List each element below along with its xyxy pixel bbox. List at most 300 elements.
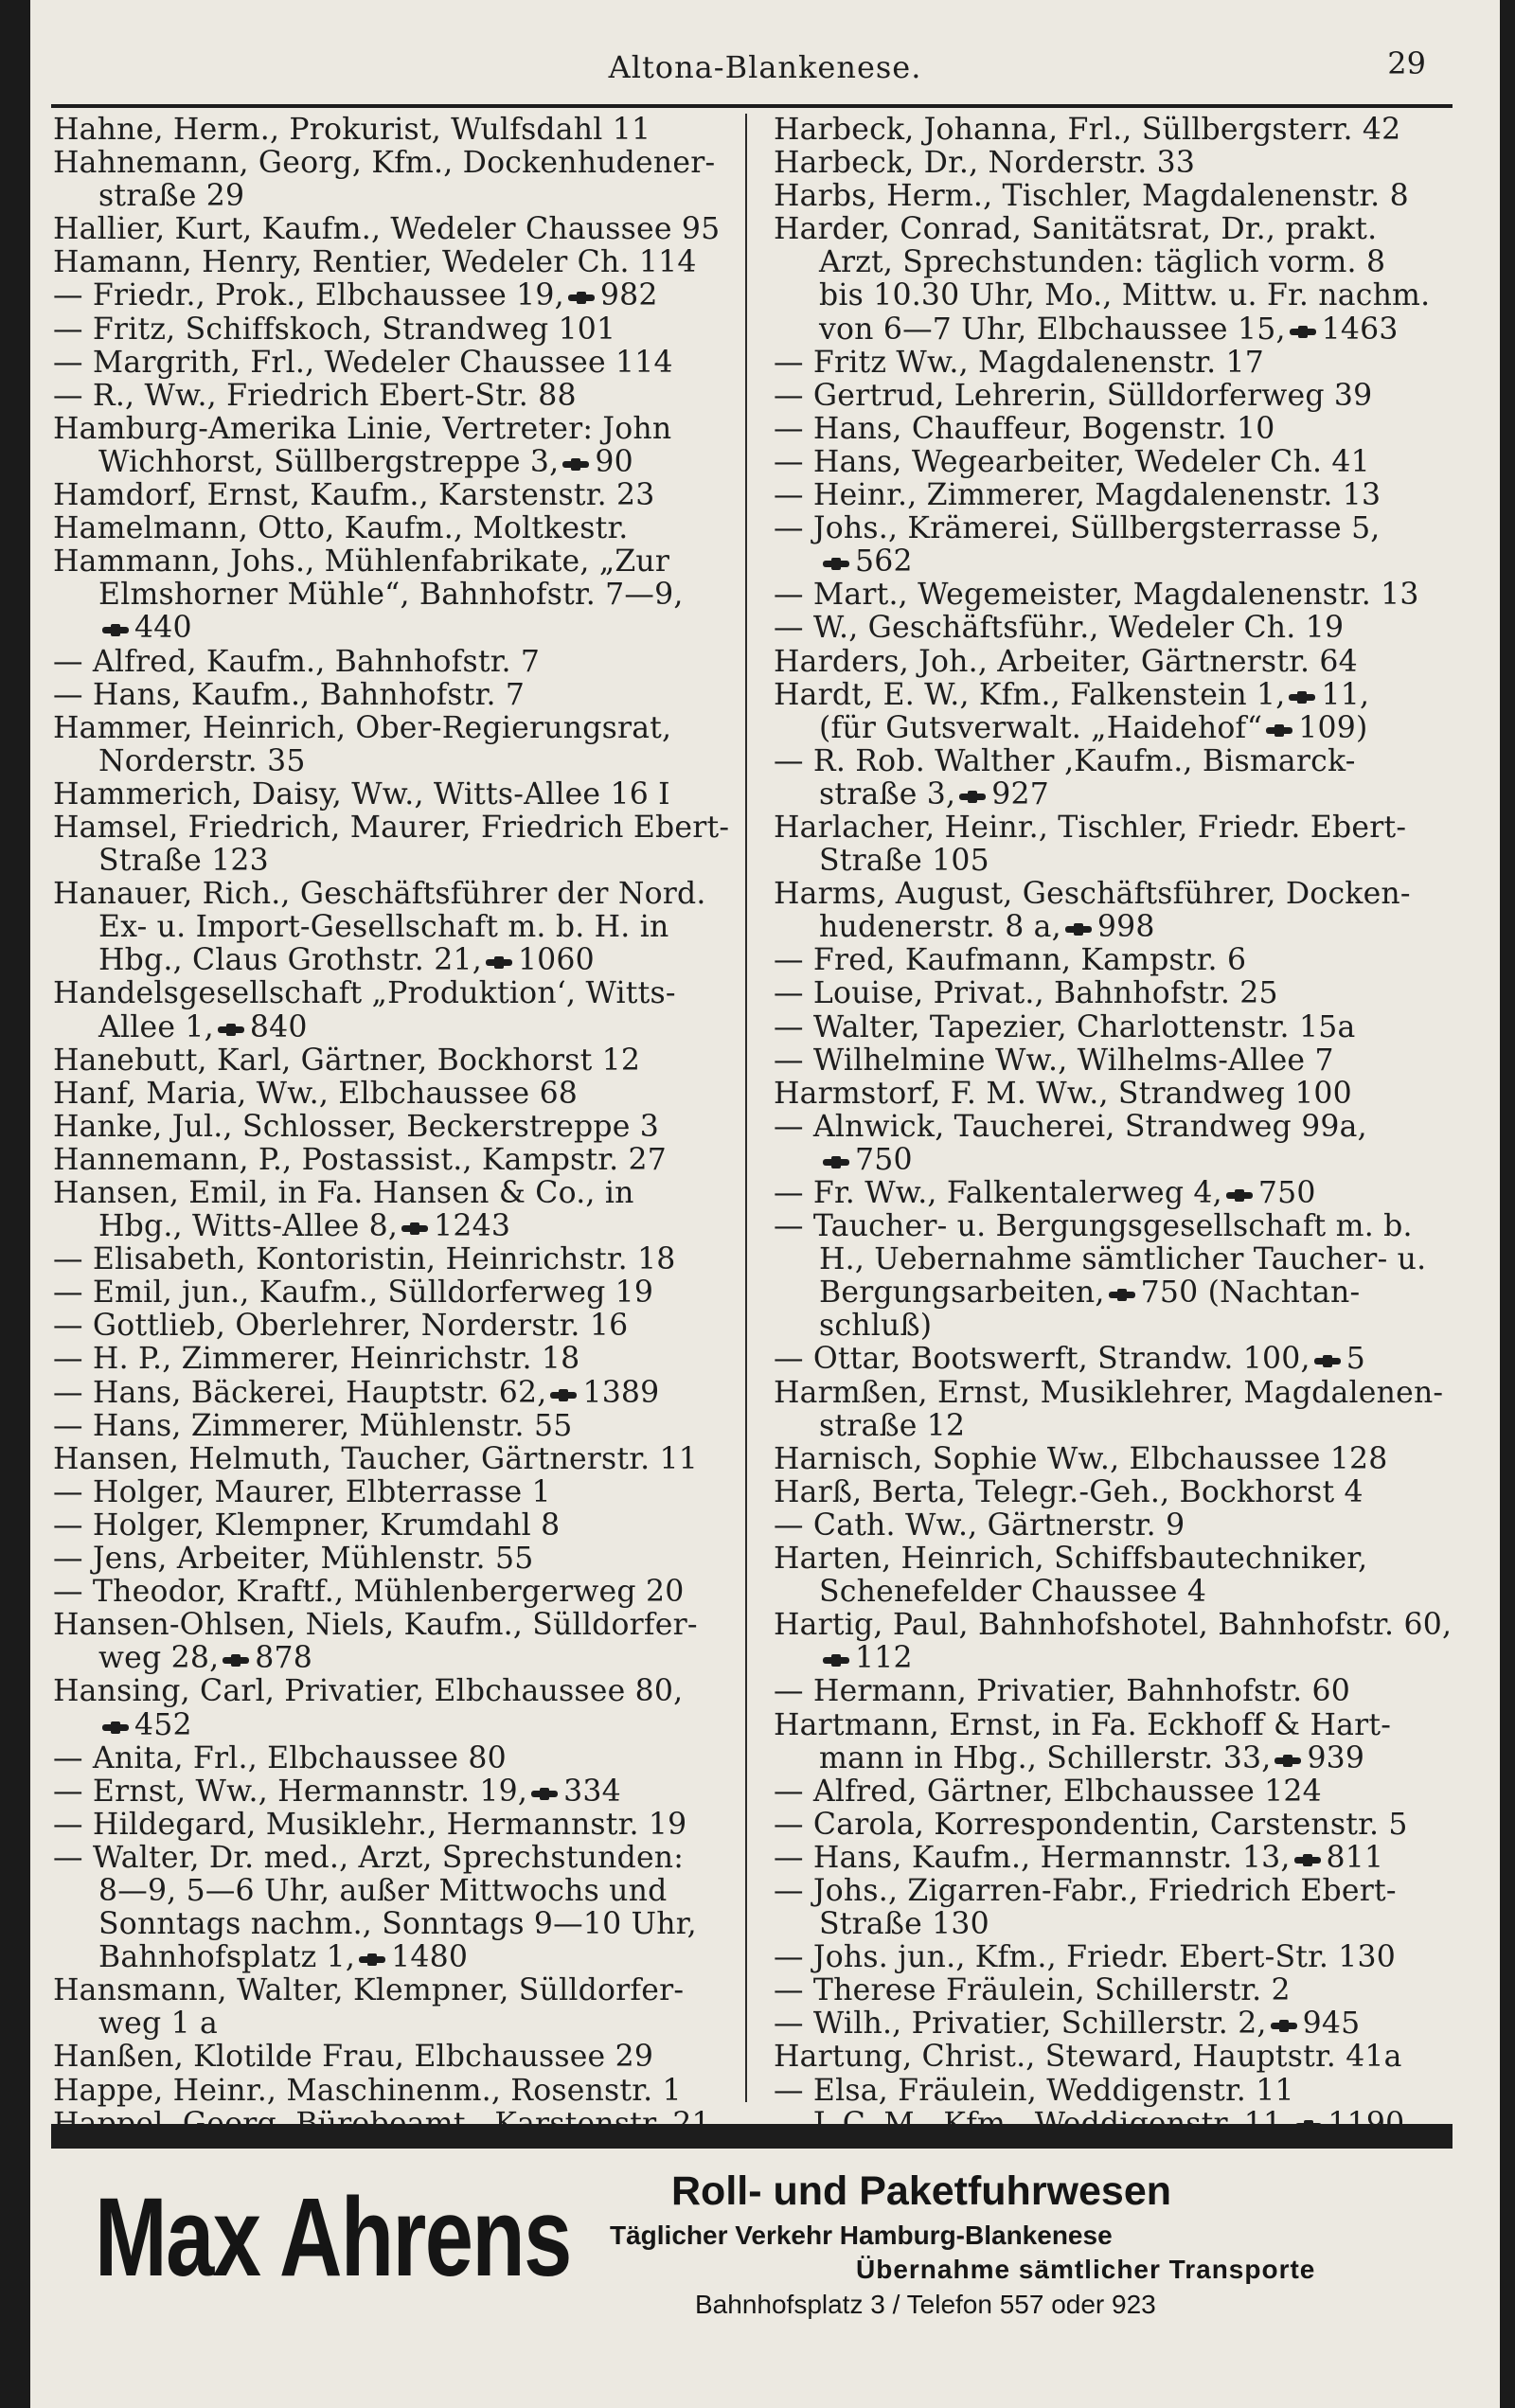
entry-text: Hamburg-Amerika Linie, Vertreter: John: [53, 411, 672, 446]
entry-text: — R. Rob. Walther ‚Kaufm., Bismarck-: [774, 743, 1356, 778]
directory-line: [774, 712, 1455, 745]
directory-line: [53, 1476, 735, 1509]
telephone-icon: [1266, 724, 1292, 737]
telephone-icon: [562, 458, 589, 471]
telephone-icon: [401, 1222, 428, 1235]
directory-line: [774, 1343, 1455, 1376]
directory-line: [774, 1908, 1455, 1941]
entry-text: Hardt, E. W., Kfm., Falkenstein 1,: [774, 677, 1286, 712]
directory-line: [53, 679, 735, 712]
directory-line: [774, 1443, 1455, 1476]
directory-line: [774, 911, 1455, 944]
entry-text: — Emil, jun., Kaufm., Sülldorferweg 19: [53, 1275, 654, 1311]
entry-text: Hansen, Helmuth, Taucher, Gärtnerstr. 11: [53, 1441, 698, 1476]
directory-line: [53, 812, 735, 845]
phone-number: 5: [1346, 1342, 1365, 1377]
phone-number: 109): [1298, 710, 1368, 745]
directory-line: [53, 1609, 735, 1642]
entry-text: Schenefelder Chaussee 4: [819, 1575, 1207, 1610]
entry-text: — Hans, Chauffeur, Bogenstr. 10: [774, 411, 1275, 446]
entry-text: — Hans, Bäckerei, Hauptstr. 62,: [53, 1375, 547, 1410]
telephone-icon: [1271, 2020, 1297, 2032]
directory-line: [774, 2007, 1455, 2041]
entry-text: Hanke, Jul., Schlosser, Beckerstreppe 3: [53, 1109, 660, 1144]
phone-number: 112: [855, 1641, 913, 1676]
directory-line: [774, 1576, 1455, 1609]
entry-text: Hartung, Christ., Steward, Hauptstr. 41a: [774, 2040, 1402, 2075]
telephone-icon: [1274, 1755, 1301, 1767]
entry-text: — Fr. Ww., Falkentalerweg 4,: [774, 1176, 1222, 1210]
directory-line: [53, 944, 735, 977]
directory-line: [53, 1875, 735, 1908]
directory-line: [53, 1642, 735, 1675]
entry-text: Bahnhofsplatz 1,: [98, 1940, 356, 1975]
directory-line: [53, 246, 735, 279]
directory-line: [53, 1842, 735, 1875]
directory-line: [774, 213, 1455, 246]
directory-line: [53, 313, 735, 347]
directory-line: [53, 1941, 735, 1974]
entry-text: — Fritz Ww., Magdalenenstr. 17: [774, 345, 1265, 380]
entry-text: Hamelmann, Otto, Kaufm., Moltkestr.: [53, 511, 629, 546]
entry-text: — Hans, Zimmerer, Mühlenstr. 55: [53, 1408, 573, 1443]
directory-line: [774, 1210, 1455, 1243]
directory-line: [53, 545, 735, 579]
page-number: 29: [1387, 45, 1426, 81]
directory-line: [53, 977, 735, 1010]
entry-text: Harten, Heinrich, Schiffsbautechniker,: [774, 1542, 1368, 1577]
directory-line: [53, 114, 735, 147]
entry-text: Harß, Berta, Telegr.-Geh., Bockhorst 4: [774, 1474, 1364, 1509]
directory-line: [53, 2075, 735, 2108]
entry-text: — Walter, Tapezier, Charlottenstr. 15a: [774, 1009, 1356, 1044]
entry-text: H., Uebernahme sämtlicher Taucher- u.: [819, 1242, 1427, 1277]
directory-line: [774, 1276, 1455, 1310]
entry-text: Hallier, Kurt, Kaufm., Wedeler Chaussee 95: [53, 212, 721, 247]
entry-text: — Anita, Frl., Elbchaussee 80: [53, 1740, 507, 1775]
directory-line: [774, 479, 1455, 512]
header-rule: [51, 104, 1453, 108]
entry-text: Ex- u. Import-Gesellschaft m. b. H. in: [98, 910, 669, 945]
entry-text: Hansen-Ohlsen, Niels, Kaufm., Sülldorfer-: [53, 1608, 698, 1643]
entry-text: Harnisch, Sophie Ww., Elbchaussee 128: [774, 1441, 1388, 1476]
entry-text: — Heinr., Zimmerer, Magdalenenstr. 13: [774, 478, 1381, 513]
directory-line: [774, 679, 1455, 712]
directory-line: [774, 512, 1455, 545]
directory-line: [774, 745, 1455, 778]
entry-text: Straße 130: [819, 1907, 989, 1942]
directory-line: [53, 1576, 735, 1609]
directory-line: [53, 1809, 735, 1842]
directory-line: [53, 1410, 735, 1443]
directory-line: [774, 347, 1455, 380]
entry-text: — Hans, Kaufm., Hermannstr. 13,: [774, 1840, 1291, 1875]
directory-line: [774, 1742, 1455, 1775]
entry-text: straße 12: [819, 1408, 966, 1443]
entry-text: Hammann, Johs., Mühlenfabrikate, „Zur: [53, 544, 670, 580]
telephone-icon: [486, 956, 512, 969]
directory-line: [53, 213, 735, 246]
directory-line: [774, 977, 1455, 1010]
directory-line: [53, 745, 735, 778]
directory-line: [53, 778, 735, 812]
directory-line: [53, 1210, 735, 1243]
directory-line: [53, 1709, 735, 1742]
advertisement-headline: Roll- und Paketfuhrwesen: [671, 2168, 1172, 2214]
right-column: [774, 114, 1455, 2141]
directory-line: [53, 1509, 735, 1543]
directory-line: [774, 1974, 1455, 2007]
entry-text: — Gertrud, Lehrerin, Sülldorferweg 39: [774, 378, 1373, 413]
directory-line: [53, 1011, 735, 1044]
entry-text: straße 3,: [819, 776, 956, 812]
directory-line: [774, 147, 1455, 180]
directory-line: [774, 1675, 1455, 1708]
directory-line: [774, 114, 1455, 147]
entry-text: — Holger, Maurer, Elbterrasse 1: [53, 1474, 551, 1509]
directory-line: [774, 1875, 1455, 1908]
entry-text: — Fritz, Schiffskoch, Strandweg 101: [53, 312, 616, 347]
directory-line: [53, 446, 735, 479]
entry-text: Hahnemann, Georg, Kfm., Dockenhudener-: [53, 146, 716, 181]
entry-text: — Cath. Ww., Gärtnerstr. 9: [774, 1507, 1185, 1543]
phone-number: 982: [599, 278, 658, 313]
telephone-icon: [223, 1654, 249, 1667]
directory-line: [774, 878, 1455, 911]
entry-text: Harbeck, Dr., Norderstr. 33: [774, 146, 1196, 181]
entry-text: — Elsa, Fräulein, Weddigenstr. 11: [774, 2073, 1294, 2108]
entry-text: Hbg., Witts-Allee 8,: [98, 1209, 399, 1244]
telephone-icon: [1226, 1189, 1253, 1202]
phone-number: 927: [991, 776, 1049, 812]
phone-number: 1243: [434, 1209, 511, 1244]
entry-text: Hammerich, Daisy, Ww., Witts-Allee 16 I: [53, 776, 670, 812]
directory-line: [774, 1044, 1455, 1078]
entry-text: weg 28,: [98, 1641, 220, 1676]
entry-text: Hansmann, Walter, Klempner, Sülldorfer-: [53, 1973, 685, 2008]
entry-text: — Hans, Kaufm., Bahnhofstr. 7: [53, 677, 526, 712]
directory-line: [774, 845, 1455, 878]
entry-text: — Hans, Wegearbeiter, Wedeler Ch. 41: [774, 444, 1370, 479]
entry-text: schluß): [819, 1309, 933, 1344]
directory-line: [774, 1011, 1455, 1044]
phone-number: 440: [134, 611, 192, 646]
directory-line: [53, 1276, 735, 1310]
entry-text: — Taucher- u. Bergungsgesellschaft m. b.: [774, 1209, 1413, 1244]
directory-line: [53, 147, 735, 180]
directory-line: [774, 1642, 1455, 1675]
entry-text: — Walter, Dr. med., Arzt, Sprechstunden:: [53, 1840, 685, 1875]
directory-line: [53, 1443, 735, 1476]
directory-line: [53, 1543, 735, 1576]
advertisement-line-2: Täglicher Verkehr Hamburg-Blankenese: [610, 2221, 1113, 2250]
directory-line: [774, 1078, 1455, 1111]
entry-text: Harbs, Herm., Tischler, Magdalenenstr. 8: [774, 179, 1409, 214]
directory-line: [774, 1609, 1455, 1642]
directory-line: [774, 1941, 1455, 1974]
entry-text: Harms, August, Geschäftsführer, Docken-: [774, 877, 1411, 912]
directory-line: [774, 1177, 1455, 1210]
phone-number: 840: [249, 1009, 308, 1044]
telephone-icon: [218, 1024, 244, 1036]
entry-text: Hamdorf, Ernst, Kaufm., Karstenstr. 23: [53, 478, 655, 513]
entry-text: — Alfred, Kaufm., Bahnhofstr. 7: [53, 644, 541, 679]
directory-line: [53, 911, 735, 944]
entry-text: Hansen, Emil, in Fa. Hansen & Co., in: [53, 1176, 634, 1210]
telephone-icon: [550, 1389, 577, 1401]
directory-line: [774, 1543, 1455, 1576]
directory-line: [774, 612, 1455, 645]
directory-line: [774, 2075, 1455, 2108]
entry-text: — Fred, Kaufmann, Kampstr. 6: [774, 943, 1247, 978]
directory-line: [53, 1377, 735, 1410]
directory-line: [774, 1775, 1455, 1809]
entry-text: hudenerstr. 8 a,: [819, 910, 1061, 945]
directory-line: [53, 1675, 735, 1708]
directory-line: [53, 1908, 735, 1941]
directory-line: [774, 1509, 1455, 1543]
directory-line: [774, 1310, 1455, 1343]
directory-line: [53, 712, 735, 745]
entry-text: weg 1 a: [98, 2007, 219, 2042]
left-column: [53, 114, 735, 2141]
telephone-icon: [823, 558, 849, 570]
directory-line: [774, 1709, 1455, 1742]
directory-line: [774, 446, 1455, 479]
entry-text: — Alnwick, Taucherei, Strandweg 99a,: [774, 1109, 1367, 1144]
entry-text: Harmstorf, F. M. Ww., Strandweg 100: [774, 1076, 1352, 1111]
entry-text: Harder, Conrad, Sanitätsrat, Dr., prakt.: [774, 212, 1378, 247]
directory-line: [53, 180, 735, 213]
phone-number: 939: [1307, 1740, 1365, 1775]
directory-line: [53, 413, 735, 446]
directory-line: [774, 313, 1455, 347]
phone-number: 1480: [391, 1940, 469, 1975]
phone-number: 945: [1302, 2007, 1361, 2042]
entry-text: — Ernst, Ww., Hermannstr. 19,: [53, 1774, 528, 1809]
telephone-icon: [1065, 923, 1092, 936]
directory-line: [53, 612, 735, 645]
entry-text: — Mart., Wegemeister, Magdalenenstr. 13: [774, 578, 1419, 613]
entry-text: Hamsel, Friedrich, Maurer, Friedrich Ebert-: [53, 810, 730, 845]
entry-text: bis 10.30 Uhr, Mo., Mittw. u. Fr. nachm.: [819, 278, 1431, 313]
entry-text: Bergungsarbeiten,: [819, 1275, 1105, 1311]
entry-text: — Elisabeth, Kontoristin, Heinrichstr. 18: [53, 1242, 676, 1277]
directory-line: [53, 1144, 735, 1177]
entry-text: — H. P., Zimmerer, Heinrichstr. 18: [53, 1342, 580, 1377]
directory-line: [774, 1144, 1455, 1177]
phone-number: 811: [1326, 1840, 1384, 1875]
entry-text: — Alfred, Gärtner, Elbchaussee 124: [774, 1774, 1322, 1809]
entry-text: Sonntags nachm., Sonntags 9—10 Uhr,: [98, 1907, 697, 1942]
directory-line: [53, 479, 735, 512]
directory-line: [53, 579, 735, 612]
advertiser-name: Max Ahrens: [95, 2175, 571, 2300]
entry-text: — Wilhelmine Ww., Wilhelms-Allee 7: [774, 1043, 1334, 1078]
entry-text: Arzt, Sprechstunden: täglich vorm. 8: [819, 245, 1386, 280]
directory-line: [774, 778, 1455, 812]
phone-number: 452: [134, 1707, 192, 1742]
entry-text: Hbg., Claus Grothstr. 21,: [98, 943, 482, 978]
entry-text: Hansing, Carl, Privatier, Elbchaussee 80,: [53, 1674, 684, 1709]
entry-text: straße 29: [98, 179, 245, 214]
entry-text: Hanauer, Rich., Geschäftsführer der Nord.: [53, 877, 706, 912]
directory-line: [53, 1111, 735, 1144]
entry-text: — Therese Fräulein, Schillerstr. 2: [774, 1973, 1291, 2008]
entry-text: — Johs. jun., Kfm., Friedr. Ebert-Str. 130: [774, 1940, 1397, 1975]
entry-text: Harbeck, Johanna, Frl., Süllbergsterr. 42: [774, 113, 1401, 147]
directory-line: [774, 1842, 1455, 1875]
telephone-icon: [823, 1156, 849, 1168]
directory-line: [774, 1809, 1455, 1842]
directory-line: [53, 1343, 735, 1376]
directory-line: [774, 944, 1455, 977]
directory-line: [774, 2041, 1455, 2074]
entry-text: Hahne, Herm., Prokurist, Wulfsdahl 11: [53, 113, 651, 147]
telephone-icon: [959, 791, 986, 803]
entry-text: Wichhorst, Süllbergstreppe 3,: [98, 444, 560, 479]
entry-text: — Hermann, Privatier, Bahnhofstr. 60: [774, 1674, 1350, 1709]
directory-line: [53, 878, 735, 911]
directory-line: [774, 579, 1455, 612]
directory-line: [53, 1775, 735, 1809]
entry-text: — Carola, Korrespondentin, Carstenstr. 5: [774, 1807, 1408, 1842]
directory-line: [774, 1410, 1455, 1443]
entry-text: Hanßen, Klotilde Frau, Elbchaussee 29: [53, 2040, 654, 2075]
entry-text: Straße 105: [819, 844, 989, 879]
phone-number: 1389: [582, 1375, 660, 1410]
directory-line: [774, 812, 1455, 845]
telephone-icon: [102, 1721, 129, 1734]
directory-line: [774, 1476, 1455, 1509]
entry-text: Harlacher, Heinr., Tischler, Friedr. Ebert-: [774, 810, 1407, 845]
directory-line: [774, 380, 1455, 413]
directory-line: [774, 545, 1455, 579]
entry-text: Allee 1,: [98, 1009, 214, 1044]
entry-text: Hartmann, Ernst, in Fa. Eckhoff & Hart-: [774, 1707, 1392, 1742]
telephone-icon: [531, 1788, 558, 1800]
advertisement-rule: [51, 2124, 1453, 2149]
telephone-icon: [102, 624, 129, 636]
phone-number: 562: [855, 544, 913, 580]
entry-text: — Theodor, Kraftf., Mühlenbergerweg 20: [53, 1575, 685, 1610]
entry-text: Straße 123: [98, 844, 269, 879]
entry-text: — Johs., Zigarren-Fabr., Friedrich Ebert-: [774, 1873, 1397, 1908]
directory-line: [53, 1974, 735, 2007]
phone-number: 878: [255, 1641, 313, 1676]
telephone-icon: [1289, 691, 1315, 704]
telephone-icon: [1109, 1289, 1135, 1301]
entry-text: Elmshorner Mühle“, Bahnhofstr. 7—9,: [98, 578, 684, 613]
entry-text: Hamann, Henry, Rentier, Wedeler Ch. 114: [53, 245, 697, 280]
entry-text: Hanebutt, Karl, Gärtner, Bockhorst 12: [53, 1043, 641, 1078]
telephone-icon: [823, 1654, 849, 1667]
directory-line: [53, 1742, 735, 1775]
phone-number: 750: [855, 1142, 913, 1177]
entry-text: — Jens, Arbeiter, Mühlenstr. 55: [53, 1542, 534, 1577]
advertisement-address: Bahnhofsplatz 3 / Telefon 557 oder 923: [695, 2290, 1156, 2319]
telephone-icon: [1314, 1355, 1341, 1367]
entry-text: — Holger, Klempner, Krumdahl 8: [53, 1507, 561, 1543]
entry-text: Happe, Heinr., Maschinenm., Rosenstr. 1: [53, 2073, 682, 2108]
entry-text: 8—9, 5—6 Uhr, außer Mittwochs und: [98, 1873, 668, 1908]
directory-line: [53, 1310, 735, 1343]
entry-text: — Friedr., Prok., Elbchaussee 19,: [53, 278, 564, 313]
directory-line: [774, 279, 1455, 312]
directory-line: [53, 2041, 735, 2074]
advertisement: [51, 2154, 1453, 2381]
entry-text: Harmßen, Ernst, Musiklehrer, Magdalenen-: [774, 1375, 1444, 1410]
entry-text: Hammer, Heinrich, Ober-Regierungsrat,: [53, 710, 672, 745]
entry-text: Handelsgesellschaft „Produktion‘, Witts-: [53, 976, 676, 1011]
phone-number: 750: [1257, 1176, 1316, 1210]
entry-text: Harders, Joh., Arbeiter, Gärtnerstr. 64: [774, 644, 1358, 679]
entry-text: — Ottar, Bootswerft, Strandw. 100,: [774, 1342, 1310, 1377]
phone-number: 1463: [1321, 312, 1399, 347]
entry-text: von 6—7 Uhr, Elbchaussee 15,: [819, 312, 1286, 347]
entry-text: Hannemann, P., Postassist., Kampstr. 27: [53, 1142, 667, 1177]
directory-line: [774, 1377, 1455, 1410]
directory-line: [53, 512, 735, 545]
directory-line: [774, 1243, 1455, 1276]
telephone-icon: [1290, 326, 1316, 338]
entry-text: — Gottlieb, Oberlehrer, Norderstr. 16: [53, 1309, 629, 1344]
directory-line: [53, 279, 735, 312]
page-header: [30, 40, 1500, 106]
entry-text: — Hildegard, Musiklehr., Hermannstr. 19: [53, 1807, 687, 1842]
directory-line: [53, 347, 735, 380]
advertisement-line-3: Übernahme sämtlicher Transporte: [856, 2255, 1316, 2284]
entry-text: (für Gutsverwalt. „Haidehof“: [819, 710, 1263, 745]
entry-text: Hanf, Maria, Ww., Elbchaussee 68: [53, 1076, 579, 1111]
phone-number: 334: [563, 1774, 621, 1809]
directory-line: [774, 1111, 1455, 1144]
directory-line: [774, 646, 1455, 679]
directory-line: [53, 2007, 735, 2041]
directory-line: [774, 180, 1455, 213]
entry-text: — Margrith, Frl., Wedeler Chaussee 114: [53, 345, 673, 380]
directory-line: [774, 413, 1455, 446]
directory-line: [53, 1078, 735, 1111]
directory-page: [30, 0, 1500, 2408]
entry-text: — W., Geschäftsführ., Wedeler Ch. 19: [774, 611, 1345, 646]
phone-number: 90: [595, 444, 633, 479]
phone-number: 998: [1096, 910, 1155, 945]
directory-line: [53, 380, 735, 413]
entry-text: — Louise, Privat., Bahnhofstr. 25: [774, 976, 1278, 1011]
page-title: Altona-Blankenese.: [608, 49, 922, 85]
directory-line: [53, 1044, 735, 1078]
phone-number: 750 (Nachtan-: [1140, 1275, 1361, 1311]
phone-number: 1060: [517, 943, 595, 978]
entry-text: — R., Ww., Friedrich Ebert-Str. 88: [53, 378, 577, 413]
directory-line: [53, 845, 735, 878]
directory-line: [53, 1243, 735, 1276]
column-divider: [745, 114, 747, 2102]
telephone-icon: [568, 292, 595, 304]
phone-number: 11,: [1321, 677, 1370, 712]
entry-text: mann in Hbg., Schillerstr. 33,: [819, 1740, 1272, 1775]
entry-text: Norderstr. 35: [98, 743, 306, 778]
entry-text: — Johs., Krämerei, Süllbergsterrasse 5,: [774, 511, 1381, 546]
telephone-icon: [1294, 1854, 1321, 1866]
telephone-icon: [359, 1953, 385, 1966]
entry-text: — Wilh., Privatier, Schillerstr. 2,: [774, 2007, 1267, 2042]
directory-line: [774, 246, 1455, 279]
entry-text: Hartig, Paul, Bahnhofshotel, Bahnhofstr. 60,: [774, 1608, 1453, 1643]
directory-line: [53, 646, 735, 679]
directory-line: [53, 1177, 735, 1210]
